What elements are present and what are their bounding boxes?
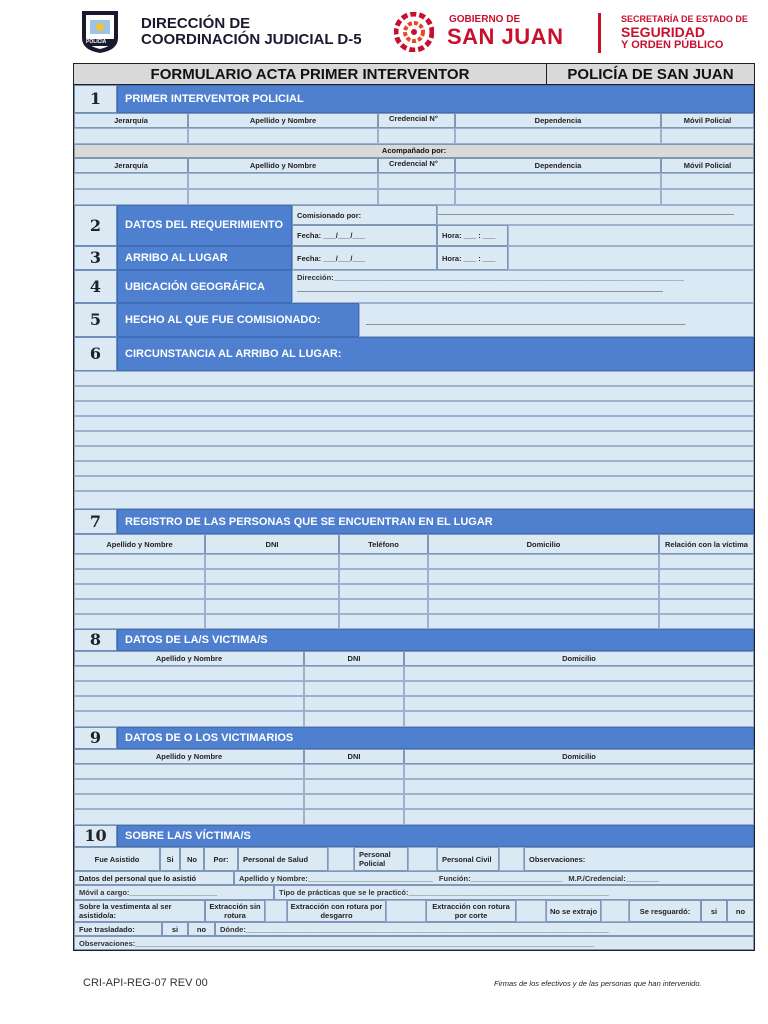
section-3-number: 3 [74,246,117,270]
s10-resguardo-no[interactable]: no [727,900,754,922]
s1-acc-input-credencial-2[interactable] [378,189,455,205]
s3-hora[interactable]: Hora: ___ : ___ [437,246,508,270]
s10-trasladado-si[interactable]: si [162,922,188,936]
section-10-number: 10 [74,825,117,847]
s8-r1-nombre[interactable] [74,666,304,681]
s9-r1-nombre[interactable] [74,764,304,779]
s10-personal-policial: Personal Policial [354,847,408,871]
secretariat-line1: SECRETARÍA DE ESTADO DE [621,14,748,24]
s7-r5-nombre[interactable] [74,614,205,629]
s10-personal-fields[interactable]: Apellido y Nombre: ______________________________ Función: ______________________ M.P./Credencial: ________ [234,871,754,885]
s7-r2-telefono[interactable] [339,569,428,584]
s10-extraccion-corte-check[interactable] [516,900,546,922]
s9-r1-domicilio[interactable] [404,764,754,779]
s3-fecha[interactable]: Fecha: ___/___/___ [292,246,437,270]
s10-por-label: Por: [204,847,238,871]
s1-acc-input-movil-1[interactable] [661,173,754,189]
s6-line-9[interactable] [74,491,754,509]
s2-fecha[interactable]: Fecha: ___/___/___ [292,225,437,246]
s10-extraccion-corte[interactable]: Extracción con rotura por corte [426,900,516,922]
s10-practicas-field[interactable]: Tipo de prácticas que se le practicó: ________________________________________________ [274,885,754,900]
s1-acc-input-dependencia-2[interactable] [455,189,661,205]
s6-line-4[interactable] [74,416,754,431]
s8-r1-dni[interactable] [304,666,404,681]
s7-r1-relacion[interactable] [659,554,754,569]
document-code: CRI-API-REG-07 REV 00 [83,977,208,989]
s10-movil-label: Móvil a cargo: [79,888,130,897]
s9-r1-dni[interactable] [304,764,404,779]
s10-observaciones-label: Observaciones: [79,938,136,948]
section-2-title: DATOS DEL REQUERIMIENTO [117,205,292,246]
s8-r4-domicilio[interactable] [404,711,754,727]
s1-input-credencial[interactable] [378,128,455,144]
s10-policial-checkbox[interactable] [408,847,437,871]
s1-acc-input-dependencia-1[interactable] [455,173,661,189]
org-title-line1: DIRECCIÓN DE [141,15,251,32]
s10-trasladado-no[interactable]: no [188,922,215,936]
s8-col-domicilio: Domicilio [404,651,754,666]
s9-col-dni: DNI [304,749,404,764]
s6-line-7[interactable] [74,461,754,476]
form-title: FORMULARIO ACTA PRIMER INTERVENTOR [74,64,547,85]
s9-col-domicilio: Domicilio [404,749,754,764]
s1-acc-col-dependencia: Dependencia [455,158,661,173]
section-6-title: CIRCUNSTANCIA AL ARRIBO AL LUGAR: [117,337,754,371]
s7-r1-domicilio[interactable] [428,554,659,569]
header-divider [598,13,601,53]
s10-salud-checkbox[interactable] [328,847,354,871]
s8-r1-domicilio[interactable] [404,666,754,681]
s8-r2-domicilio[interactable] [404,681,754,696]
s4-direccion-label: Dirección: [297,273,334,282]
s7-r1-dni[interactable] [205,554,339,569]
s10-extraccion-sin-check[interactable] [265,900,287,922]
s10-resguardo: Se resguardó: [629,900,701,922]
s7-r2-domicilio[interactable] [428,569,659,584]
s9-r3-domicilio[interactable] [404,794,754,809]
section-9-title: DATOS DE O LOS VICTIMARIOS [117,727,754,749]
police-badge-logo [78,8,122,54]
s7-r5-relacion[interactable] [659,614,754,629]
s9-r3-nombre[interactable] [74,794,304,809]
section-3-title: ARRIBO AL LUGAR [117,246,292,270]
org-title-line2: COORDINACIÓN JUDICIAL D-5 [141,31,362,48]
s1-input-movil[interactable] [661,128,754,144]
s9-r4-dni[interactable] [304,809,404,825]
section-6-number: 6 [74,337,117,371]
s7-col-telefono: Teléfono [339,534,428,554]
section-5-number: 5 [74,303,117,337]
s9-r4-nombre[interactable] [74,809,304,825]
s9-r3-dni[interactable] [304,794,404,809]
s9-col-nombre: Apellido y Nombre [74,749,304,764]
section-8-number: 8 [74,629,117,651]
secretariat-line2: SEGURIDAD [621,24,706,40]
s7-r2-dni[interactable] [205,569,339,584]
s1-acc-col-movil: Móvil Policial [661,158,754,173]
s10-observaciones-short[interactable]: Observaciones: [524,847,754,871]
s1-acc-col-nombre: Apellido y Nombre [188,158,378,173]
s7-r2-nombre[interactable] [74,569,205,584]
s1-col-dependencia: Dependencia [455,113,661,128]
s10-asistido-no[interactable]: No [180,847,204,871]
s2-comisionado-label: Comisionado por: [292,205,437,225]
secretariat-line3: Y ORDEN PÚBLICO [621,39,724,51]
s1-acc-input-movil-2[interactable] [661,189,754,205]
s1-acc-input-nombre-1[interactable] [188,173,378,189]
s5-hecho-input[interactable]: __________________________________________________________________________________ [359,303,754,337]
s10-asistido-si[interactable]: Si [160,847,180,871]
section-4-title: UBICACIÓN GEOGRÁFICA [117,270,292,303]
s10-civil-checkbox[interactable] [499,847,524,871]
s2-comisionado-input[interactable]: ____________________________________________________________________________ [437,205,754,225]
form-frame [73,63,755,951]
s1-input-nombre[interactable] [188,128,378,144]
s1-acc-col-jerarquia: Jerarquía [74,158,188,173]
s2-extra-field[interactable] [508,225,754,246]
s9-r2-domicilio[interactable] [404,779,754,794]
s7-col-domicilio: Domicilio [428,534,659,554]
s8-col-nombre: Apellido y Nombre [74,651,304,666]
s7-r3-dni[interactable] [205,584,339,599]
s7-r5-telefono[interactable] [339,614,428,629]
s10-personal-salud: Personal de Salud [238,847,328,871]
s10-practicas-label: Tipo de prácticas que se le practicó: [279,888,409,897]
s10-mp-label: M.P./Credencial: [568,873,626,883]
s1-acc-input-jerarquia-1[interactable] [74,173,188,189]
signatures-note: Firmas de los efectivos y de las personas que han intervenido. [494,979,702,988]
gov-label-small: GOBIERNO DE [449,14,521,25]
s7-r3-relacion[interactable] [659,584,754,599]
s8-r3-dni[interactable] [304,696,404,711]
s9-r2-dni[interactable] [304,779,404,794]
section-7-title: REGISTRO DE LAS PERSONAS QUE SE ENCUENTRAN EN EL LUGAR [117,509,754,534]
s10-donde-label: Dónde: [220,924,246,934]
section-1-number: 1 [74,85,117,113]
s10-extraccion-sin[interactable]: Extracción sin rotura [205,900,265,922]
san-juan-sun-logo [394,12,434,52]
s8-r4-nombre[interactable] [74,711,304,727]
s7-r3-nombre[interactable] [74,584,205,599]
s10-extraccion-desgarro-check[interactable] [386,900,426,922]
s1-acc-input-nombre-2[interactable] [188,189,378,205]
police-title: POLICÍA DE SAN JUAN [547,64,754,85]
s8-r3-domicilio[interactable] [404,696,754,711]
s7-r4-nombre[interactable] [74,599,205,614]
s1-col-credencial: Credencial N° [378,113,455,128]
s10-fue-asistido: Fue Asistido [74,847,160,871]
s8-r2-dni[interactable] [304,681,404,696]
s3-extra-field[interactable] [508,246,754,270]
section-4-number: 4 [74,270,117,303]
s1-acc-input-jerarquia-2[interactable] [74,189,188,205]
s7-col-relacion: Relación con la víctima [659,534,754,554]
s10-extraccion-desgarro[interactable]: Extracción con rotura por desgarro [287,900,386,922]
s10-resguardo-si[interactable]: si [701,900,727,922]
section-9-number: 9 [74,727,117,749]
s1-acc-input-credencial-1[interactable] [378,173,455,189]
s6-line-3[interactable] [74,401,754,416]
s8-r2-nombre[interactable] [74,681,304,696]
s6-line-6[interactable] [74,446,754,461]
section-10-title: SOBRE LA/S VÍCTIMA/S [117,825,754,847]
org-title [141,16,362,48]
s10-trasladado-label: Fue trasladado: [74,922,162,936]
s10-donde-field[interactable]: Dónde: _______________________________________________________________________________________ [215,922,754,936]
s10-vestimenta-label: Sobre la vestimenta al ser asistido/a: [74,900,205,922]
s6-line-1[interactable] [74,371,754,386]
s7-r4-domicilio[interactable] [428,599,659,614]
s8-r4-dni[interactable] [304,711,404,727]
s7-r2-relacion[interactable] [659,569,754,584]
s7-r5-dni[interactable] [205,614,339,629]
s1-accompanied-label: Acompañado por: [74,144,754,158]
s4-direccion-field[interactable]: Dirección:____________________________________________________________________________________ ______________________________________________________________________________________________ [292,270,754,303]
section-7-number: 7 [74,509,117,534]
s7-col-nombre: Apellido y Nombre [74,534,205,554]
s10-movil-field[interactable]: Móvil a cargo: _____________________ [74,885,274,900]
s10-observaciones-field[interactable]: Observaciones: ______________________________________________________________________________________________________________ [74,936,754,950]
s10-apellido-label: Apellido y Nombre: [239,873,308,883]
s7-r4-telefono[interactable] [339,599,428,614]
s9-r2-nombre[interactable] [74,779,304,794]
section-5-title: HECHO AL QUE FUE COMISIONADO: [117,303,359,337]
s10-funcion-label: Función: [438,873,471,883]
s7-r4-relacion[interactable] [659,599,754,614]
s1-col-jerarquia: Jerarquía [74,113,188,128]
s10-personal-civil: Personal Civil [437,847,499,871]
s1-col-movil: Móvil Policial [661,113,754,128]
section-8-title: DATOS DE LA/S VICTIMA/S [117,629,754,651]
s6-line-2[interactable] [74,386,754,401]
s2-hora[interactable]: Hora: ___ : ___ [437,225,508,246]
section-1-title: PRIMER INTERVENTOR POLICIAL [117,85,754,113]
s7-col-dni: DNI [205,534,339,554]
s7-r4-dni[interactable] [205,599,339,614]
section-2-number: 2 [74,205,117,246]
s7-r5-domicilio[interactable] [428,614,659,629]
s7-r1-nombre[interactable] [74,554,205,569]
s7-r1-telefono[interactable] [339,554,428,569]
document-header [0,0,768,60]
badge-text: POLICIA [86,39,107,45]
s1-input-dependencia[interactable] [455,128,661,144]
s6-line-8[interactable] [74,476,754,491]
s9-r4-domicilio[interactable] [404,809,754,825]
s7-r3-telefono[interactable] [339,584,428,599]
s1-acc-col-credencial: Credencial N° [378,158,455,173]
s6-line-5[interactable] [74,431,754,446]
s7-r3-domicilio[interactable] [428,584,659,599]
s1-col-nombre: Apellido y Nombre [188,113,378,128]
s10-no-extrajo[interactable]: No se extrajo [546,900,601,922]
s8-r3-nombre[interactable] [74,696,304,711]
s10-datos-personal: Datos del personal que lo asistió [74,871,234,885]
s1-input-jerarquia[interactable] [74,128,188,144]
s8-col-dni: DNI [304,651,404,666]
gov-label-big: SAN JUAN [447,24,564,49]
s10-no-extrajo-check[interactable] [601,900,629,922]
